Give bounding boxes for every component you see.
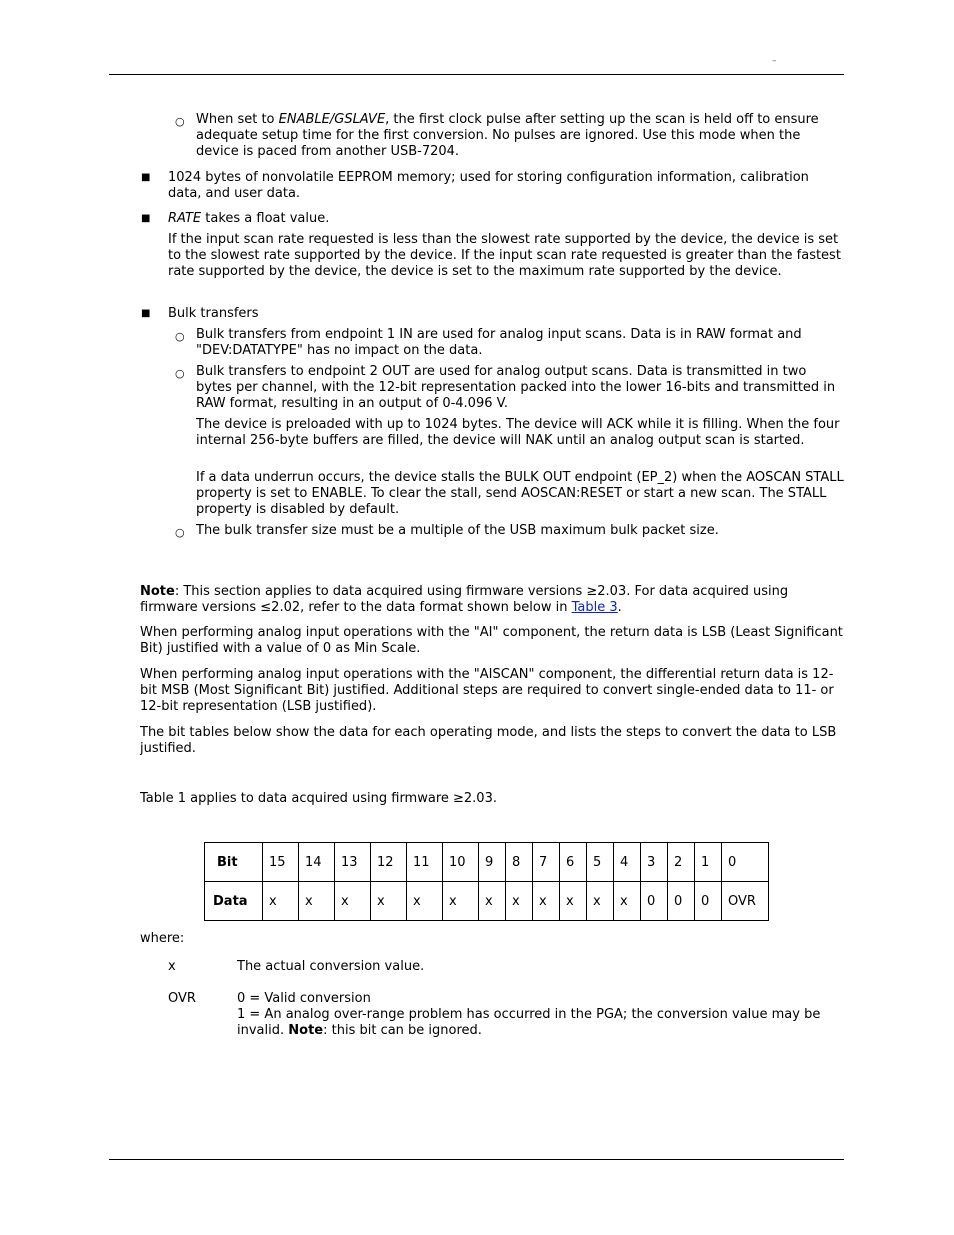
sub-bullet-marker: ○ [175, 115, 185, 128]
bulk-out-text: Bulk transfers to endpoint 2 OUT are used for analog output scans. Data is transmitted in two bytes per channel, with the 12-bit representation packed into the lower 16-bits and transmitted in RAW format, resulting in an output of 0-4.096 V. [196, 364, 836, 412]
data-cell: 0 [641, 882, 668, 921]
table-row [205, 843, 769, 882]
footer-rule [109, 1159, 844, 1160]
row-label: Data [205, 882, 263, 921]
underrun-text: If a data underrun occurs, the device stalls the BULK OUT endpoint (EP_2) when the AOSCAN STALL property is set to ENABLE. To clear the stall, send AOSCAN:RESET or start a new scan. The STALL property is disabled by default. [196, 470, 844, 518]
data-cell: x [371, 882, 407, 921]
bit-table [204, 842, 769, 921]
header-mark: – [772, 56, 777, 66]
sub-bullet-marker: ○ [175, 367, 185, 380]
bulk-size-text: The bulk transfer size must be a multiple of the USB maximum bulk packet size. [196, 523, 719, 538]
ovr-term: OVR [168, 991, 196, 1006]
bit-cell: 13 [335, 843, 371, 882]
preload-text: The device is preloaded with up to 1024 bytes. The device will ACK while it is filling. When the four internal 256-byte buffers are filled, the device will NAK until an analog output scan is started. [196, 417, 840, 449]
x-term: x [168, 959, 176, 974]
sub-bullet-marker: ○ [175, 330, 185, 343]
data-cell: x [479, 882, 506, 921]
header-rule [109, 74, 844, 75]
bit-cell: 5 [587, 843, 614, 882]
rate-text: RATE takes a float value. [168, 211, 330, 226]
bit-cell: 6 [560, 843, 587, 882]
where-label: where: [140, 931, 185, 946]
table1-paragraph: Table 1 applies to data acquired using firmware ≥2.03. [140, 791, 497, 806]
data-cell: x [335, 882, 371, 921]
bit-cell: 7 [533, 843, 560, 882]
enable-gslave-text: When set to ENABLE/GSLAVE, the first clock pulse after setting up the scan is held off to ensure adequate setup time for the first conversion. No pulses are ignored. Use this mode when the device is paced from another USB-7204. [196, 112, 819, 160]
data-cell: x [263, 882, 299, 921]
data-cell: x [533, 882, 560, 921]
bit-cell: 2 [668, 843, 695, 882]
bullet-marker: ■ [141, 308, 151, 319]
data-cell: OVR [722, 882, 769, 921]
bit-cell: 11 [407, 843, 443, 882]
bit-cell: 4 [614, 843, 641, 882]
table-row [205, 882, 769, 921]
row-label: Bit [205, 843, 263, 882]
ai-paragraph: When performing analog input operations with the "AI" component, the return data is LSB (Least Significant Bit) justified with a value of 0 as Min Scale. [140, 625, 843, 657]
data-cell: x [560, 882, 587, 921]
bit-cell: 10 [443, 843, 479, 882]
sub-bullet-marker: ○ [175, 526, 185, 539]
data-cell: x [614, 882, 641, 921]
bullet-marker: ■ [141, 172, 151, 183]
bit-cell: 14 [299, 843, 335, 882]
data-cell: x [299, 882, 335, 921]
rate-paragraph: If the input scan rate requested is less than the slowest rate supported by the device, the device is set to the slowest rate supported by the device. If the input scan rate requested is greater than the fastest rate supported by the device, the device is set to the maximum rate supported by the device. [168, 232, 841, 280]
bit-cell: 12 [371, 843, 407, 882]
aiscan-paragraph: When performing analog input operations with the "AISCAN" component, the differential return data is 12-bit MSB (Most Significant Bit) justified. Additional steps are required to convert single-ended data to 11- or 12-bit representation (LSB justified). [140, 667, 834, 715]
x-definition: The actual conversion value. [237, 959, 425, 974]
bullet-marker: ■ [141, 213, 151, 224]
data-cell: x [506, 882, 533, 921]
bit-cell: 1 [695, 843, 722, 882]
table-3-link[interactable]: Table 3 [571, 600, 618, 616]
data-cell: x [587, 882, 614, 921]
eeprom-text: 1024 bytes of nonvolatile EEPROM memory; used for storing configuration information, calibration data, and user data. [168, 170, 809, 202]
bulk-in-text: Bulk transfers from endpoint 1 IN are used for analog input scans. Data is in RAW format and "DEV:DATATYPE" has no impact on the data. [196, 327, 802, 359]
data-cell: 0 [695, 882, 722, 921]
ovr-definition: 0 = Valid conversion 1 = An analog over-range problem has occurred in the PGA; the conversion value may be invalid. Note: this bit can be ignored. [237, 991, 821, 1039]
bit-cell: 3 [641, 843, 668, 882]
bit-tables-paragraph: The bit tables below show the data for each operating mode, and lists the steps to convert the data to LSB justified. [140, 725, 837, 757]
bulk-transfers-heading: Bulk transfers [168, 306, 259, 321]
bit-cell: 0 [722, 843, 769, 882]
note-paragraph: Note: This section applies to data acquired using firmware versions ≥2.03. For data acquired using firmware versions ≤2.02, refer to the data format shown below in Table 3. [140, 584, 789, 616]
data-cell: x [407, 882, 443, 921]
bit-cell: 15 [263, 843, 299, 882]
bit-cell: 9 [479, 843, 506, 882]
data-cell: x [443, 882, 479, 921]
bit-cell: 8 [506, 843, 533, 882]
data-cell: 0 [668, 882, 695, 921]
